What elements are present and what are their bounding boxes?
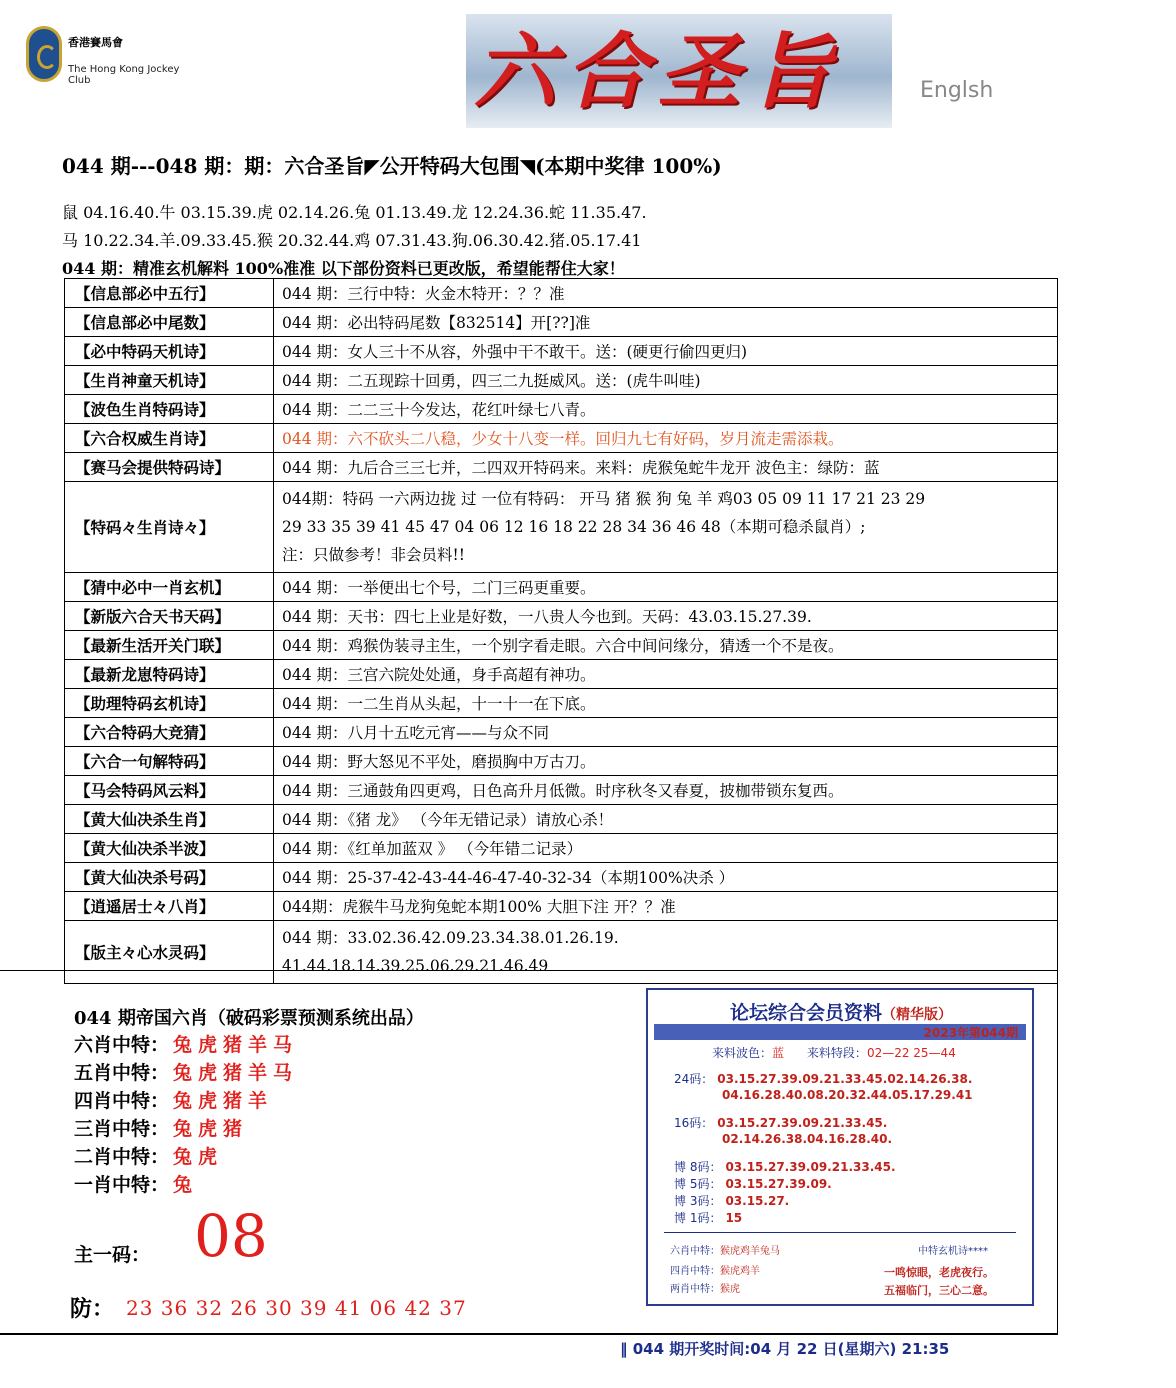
tail-label: 来料特段： (806, 1046, 867, 1060)
row-value (274, 482, 1058, 573)
banner-english-link[interactable]: Englsh (920, 78, 994, 103)
row-label: 【最新龙崽特码诗】 (65, 660, 274, 689)
table-row (65, 718, 1058, 747)
code-label: 博 3码： (674, 1194, 722, 1208)
row-value-line: 41.44.18.14.39.25.06.29.21.46.49 (282, 957, 549, 975)
table-row (65, 424, 1058, 453)
table-row (65, 395, 1058, 424)
table-row (65, 279, 1058, 308)
row-label: 【特码々生肖诗々】 (65, 482, 274, 573)
row-value: 044 期：三通鼓角四更鸡，日色高升月低微。时序秋冬又春夏，披枷带锁东复西。 (274, 776, 1058, 805)
row-label: 【六合权威生肖诗】 (65, 424, 274, 453)
prediction-table (64, 278, 1058, 984)
code-row (674, 1192, 789, 1209)
row-label: 【猜中必中一肖玄机】 (65, 573, 274, 602)
row-label: 【必中特码天机诗】 (65, 337, 274, 366)
card-two-line (670, 1280, 740, 1295)
row-label: 【逍遥居士々八肖】 (65, 892, 274, 921)
row-label: 【黄大仙决杀半波】 (65, 834, 274, 863)
row-value: 044 期：九后合三三七并，二四双开特码来。来料：虎猴兔蛇牛龙开 波色主：绿防：蓝 (274, 453, 1058, 482)
table-row (65, 660, 1058, 689)
row-value: 044 期：《猪 龙》 （今年无错记录）请放心杀！ (274, 805, 1058, 834)
card-six-line (670, 1242, 780, 1257)
row-value-line: 044期：特码 一六两边拢 过 一位有特码： 开马 猪 猴 狗 兔 羊 鸡03 05 09 11 17 21 23 29 (282, 490, 926, 508)
code-label: 16码： (674, 1116, 714, 1130)
imperial-row-value: 兔虎猪羊 (173, 1090, 274, 1112)
jockey-club-logo (26, 26, 186, 96)
row-label: 【助理特码玄机诗】 (65, 689, 274, 718)
row-value: 044 期：二五现踪十回勇，四三二九挺威风。送：(虎牛叫哇) (274, 366, 1058, 395)
code-value: 03.15.27.39.09.21.33.45. (717, 1116, 888, 1130)
card-poem-line-2: 五福临门，三心二意。 (884, 1284, 994, 1297)
notice-line: 044 期：精准玄机解料 100%准准 以下部份资料已更改版，希望能帮住大家！ (62, 259, 625, 278)
imperial-row-label: 一肖中特： (74, 1174, 170, 1196)
card-poem-title: 中特玄机诗**** (918, 1246, 988, 1257)
code-label: 24码： (674, 1072, 714, 1086)
card-title (730, 998, 952, 1025)
row-value: 044 期：一二生肖从头起，十一十一在下底。 (274, 689, 1058, 718)
card-wave-line (712, 1044, 956, 1061)
row-value: 044 期：必出特码尾数【832514】开[??]准 (274, 308, 1058, 337)
imperial-row-label: 四肖中特： (74, 1090, 170, 1112)
imperial-row-1 (74, 1170, 198, 1197)
four-label: 四肖中特： (670, 1266, 720, 1277)
code-row (674, 1114, 887, 1131)
table-row (65, 805, 1058, 834)
row-label: 【黄大仙决杀生肖】 (65, 805, 274, 834)
card-divider (664, 1232, 1016, 1233)
row-label: 【信息部必中尾数】 (65, 308, 274, 337)
two-value: 猴虎 (720, 1284, 740, 1295)
imperial-row-3 (74, 1114, 248, 1141)
row-value-line: 29 33 35 39 41 45 47 04 06 12 16 18 22 28 34 36 46 48（本期可稳杀鼠肖）; (282, 518, 866, 536)
card-issue: 2023年第044期 (923, 1026, 1018, 1040)
row-label: 【版主々心水灵码】 (65, 921, 274, 984)
row-value: 044 期：25-37-42-43-44-46-47-40-32-34（本期100%决杀 ） (274, 863, 1058, 892)
headline: 044 期---048 期：期：六合圣旨◤公开特码大包围◥(本期中奖律 100%) (62, 154, 722, 178)
row-value-line: 注：只做参考！非会员料!! (282, 546, 465, 564)
forum-member-card (646, 988, 1034, 1306)
code-row (718, 1088, 973, 1102)
imperial-row-4 (74, 1086, 273, 1113)
row-label: 【波色生肖特码诗】 (65, 395, 274, 424)
row-value-line: 044 期：33.02.36.42.09.23.34.38.01.26.19. (282, 929, 619, 947)
imperial-row-6 (74, 1030, 298, 1057)
logo-cn-text: 香港賽馬會 (68, 36, 123, 49)
row-label: 【六合特码大竞猜】 (65, 718, 274, 747)
banner-title: 六合圣旨 (474, 24, 842, 120)
card-issue-bar (654, 1024, 1026, 1040)
code-value: 03.15.27.39.09. (725, 1177, 832, 1191)
row-value: 044 期：野大怒见不平处，磨损胸中万古刀。 (274, 747, 1058, 776)
row-label: 【马会特码风云料】 (65, 776, 274, 805)
table-row (65, 337, 1058, 366)
imperial-row-2 (74, 1142, 223, 1169)
code-value: 03.15.27. (725, 1194, 790, 1208)
card-poem-line-1: 一鸣惊眼，老虎夜行。 (884, 1266, 994, 1279)
code-row (674, 1070, 972, 1087)
card-edition: （精华版） (882, 1007, 953, 1023)
four-value: 猴虎鸡羊 (720, 1266, 760, 1277)
table-row (65, 453, 1058, 482)
code-value: 03.15.27.39.09.21.33.45.02.14.26.38. (717, 1072, 973, 1086)
table-row (65, 689, 1058, 718)
main-number-label: 主一码： (74, 1244, 151, 1266)
table-row (65, 747, 1058, 776)
card-four-line (670, 1262, 760, 1277)
jockey-club-seal-icon (26, 26, 62, 82)
code-label: 博 8码： (674, 1160, 722, 1174)
draw-time: ‖ 044 期开奖时间:04 月 22 日(星期六) 21:35 (620, 1340, 950, 1358)
table-row (65, 863, 1058, 892)
table-row (65, 892, 1058, 921)
row-value: 044期：虎猴牛马龙狗兔蛇本期100% 大胆下注 开？？准 (274, 892, 1058, 921)
banner (466, 14, 892, 128)
fang-numbers: 23 36 32 26 30 39 41 06 42 37 (126, 1296, 467, 1320)
logo-en-text: The Hong Kong Jockey Club (68, 64, 180, 86)
row-value: 044 期：三行中特：火金木特开：？？准 (274, 279, 1058, 308)
table-row (65, 834, 1058, 863)
footer-divider (0, 1334, 1058, 1335)
code-value: 04.16.28.40.08.20.32.44.05.17.29.41 (722, 1088, 973, 1102)
code-label: 博 1码： (674, 1211, 722, 1225)
imperial-row-value: 兔 (173, 1174, 199, 1196)
row-label: 【六合一句解特码】 (65, 747, 274, 776)
main-number: 08 (194, 1202, 268, 1270)
six-label: 六肖中特： (670, 1246, 720, 1257)
wave-value: 蓝 (772, 1046, 785, 1060)
row-value: 044 期：六不砍头二八稳，少女十八变一样。回归九七有好码，岁月流走需添栽。 (274, 424, 1058, 453)
table-row (65, 308, 1058, 337)
row-label: 【黄大仙决杀号码】 (65, 863, 274, 892)
imperial-row-label: 五肖中特： (74, 1062, 170, 1084)
row-value: 044 期：二二三十今发达，花红叶绿七八青。 (274, 395, 1058, 424)
imperial-row-label: 三肖中特： (74, 1118, 170, 1140)
code-row (674, 1209, 742, 1226)
row-value: 044 期：天书：四七上业是好数，一八贵人今也到。天码：43.03.15.27.39. (274, 602, 1058, 631)
row-label: 【生肖神童天机诗】 (65, 366, 274, 395)
row-value: 044 期：三宫六院处处通，身手高超有神功。 (274, 660, 1058, 689)
imperial-title: 044 期帝国六肖（破码彩票预测系统出品） (74, 1008, 424, 1029)
row-value: 044 期：八月十五吃元宵——与众不同 (274, 718, 1058, 747)
code-value: 03.15.27.39.09.21.33.45. (725, 1160, 896, 1174)
row-label: 【信息部必中五行】 (65, 279, 274, 308)
fang-label: 防： (70, 1296, 115, 1322)
two-label: 两肖中特： (670, 1284, 720, 1295)
table-row (65, 482, 1058, 573)
code-value: 15 (725, 1211, 743, 1225)
imperial-row-label: 六肖中特： (74, 1034, 170, 1056)
table-row (65, 776, 1058, 805)
table-row (65, 631, 1058, 660)
row-label: 【赛马会提供特码诗】 (65, 453, 274, 482)
row-value: 044 期：鸡猴伪装寻主生，一个别字看走眼。六合中间问缘分，猜透一个不是夜。 (274, 631, 1058, 660)
table-row (65, 573, 1058, 602)
imperial-row-label: 二肖中特： (74, 1146, 170, 1168)
code-row (718, 1132, 892, 1146)
code-label: 博 5码： (674, 1177, 722, 1191)
table-row (65, 602, 1058, 631)
row-value: 044 期：女人三十不从容，外强中干不敢干。送：(硬更行偷四更归) (274, 337, 1058, 366)
tail-value: 02—22 25—44 (866, 1046, 956, 1060)
row-label: 【新版六合天书天码】 (65, 602, 274, 631)
row-label: 【最新生活开关门联】 (65, 631, 274, 660)
code-value: 02.14.26.38.04.16.28.40. (722, 1132, 893, 1146)
zodiac-line-2: 马 10.22.34.羊.09.33.45.猴 20.32.44.鸡 07.31.43.狗.06.30.42.猪.05.17.41 (62, 231, 642, 250)
imperial-row-value: 兔虎猪 (173, 1118, 249, 1140)
code-row (674, 1158, 896, 1175)
code-row (674, 1175, 832, 1192)
imperial-row-value: 兔虎 (173, 1146, 224, 1168)
six-value: 猴虎鸡羊兔马 (720, 1246, 780, 1257)
row-value: 044 期：《红单加蓝双 》 （今年错二记录） (274, 834, 1058, 863)
table-row (65, 366, 1058, 395)
imperial-row-5 (74, 1058, 298, 1085)
zodiac-line-1: 鼠 04.16.40.牛 03.15.39.虎 02.14.26.兔 01.13.49.龙 12.24.36.蛇 11.35.47. (62, 203, 647, 222)
card-title-text: 论坛综合会员资料 (730, 1002, 883, 1024)
imperial-row-value: 兔虎猪羊马 (173, 1034, 299, 1056)
row-value: 044 期：一举便出七个号，二门三码更重要。 (274, 573, 1058, 602)
wave-label: 来料波色： (712, 1046, 773, 1060)
imperial-row-value: 兔虎猪羊马 (173, 1062, 299, 1084)
